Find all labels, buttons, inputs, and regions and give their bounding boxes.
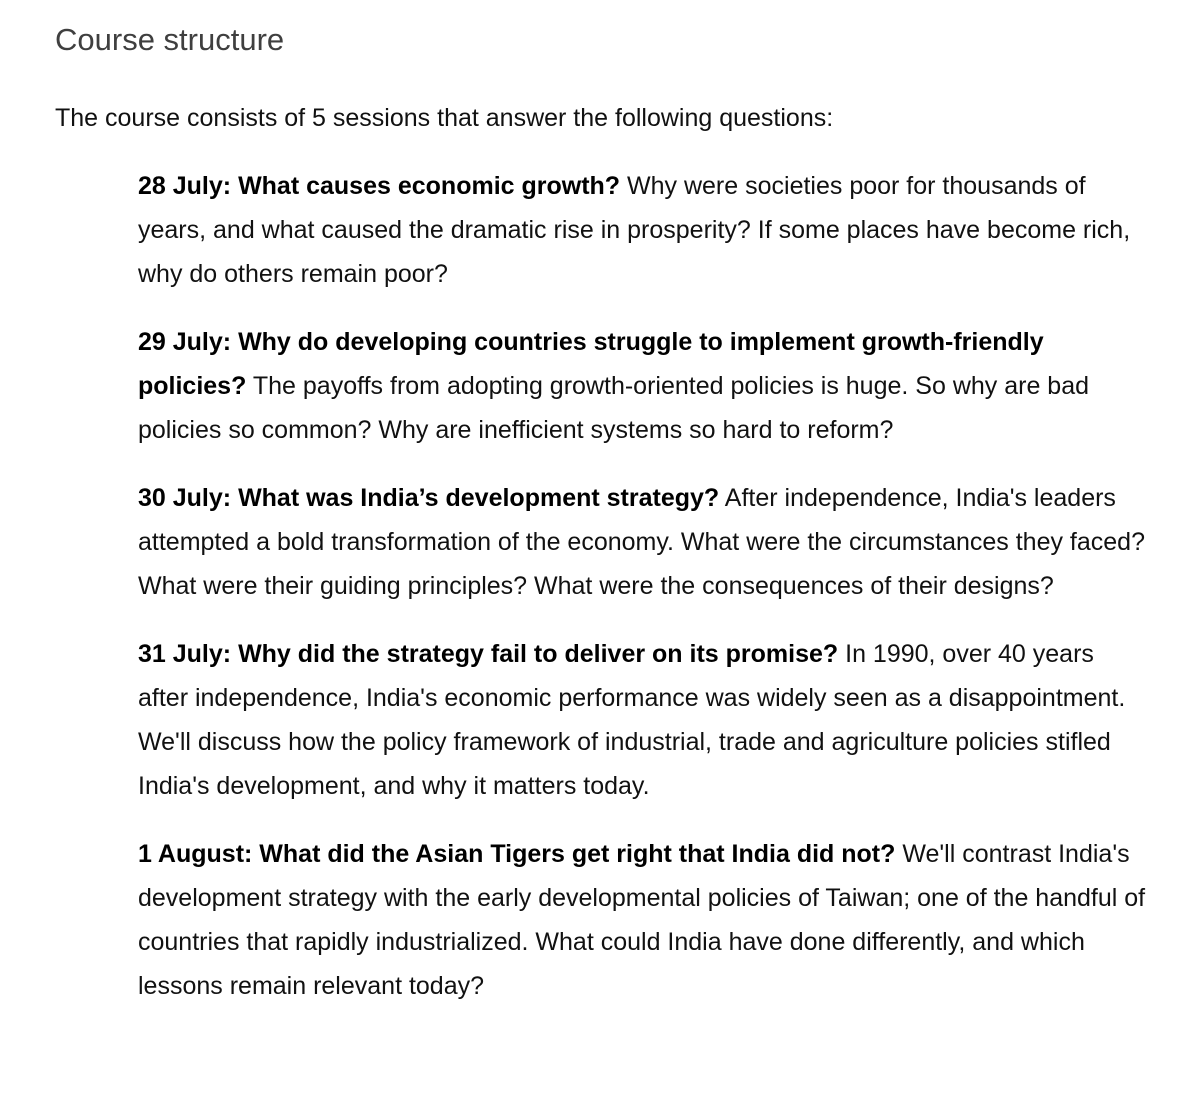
session-question: Why did the strategy fail to deliver on its promise?	[238, 640, 839, 668]
session-description: We'll contrast India's development strategy with the early developmental policies of Taiwan; one of the handful of countries that rapidly industrialized. What could India have done differently, and which lessons remain relevant today?	[138, 840, 1146, 1000]
session-item-28-july	[138, 164, 1148, 296]
session-description: Why were societies poor for thousands of years, and what caused the dramatic rise in prosperity? If some places have become rich, why do others remain poor?	[138, 172, 1131, 288]
section-title: Course structure	[55, 22, 285, 57]
session-item-1-august	[138, 832, 1148, 1008]
session-date: 31 July:	[138, 640, 232, 668]
session-list	[138, 164, 1148, 1032]
session-date: 29 July:	[138, 328, 232, 356]
session-date: 1 August:	[138, 840, 253, 868]
session-item-29-july	[138, 320, 1148, 452]
session-item-31-july	[138, 632, 1148, 808]
session-description: In 1990, over 40 years after independence, India's economic performance was widely seen as a disappointment. We'll discuss how the policy framework of industrial, trade and agriculture policies stifled India's development, and why it matters today.	[138, 640, 1126, 800]
session-description: The payoffs from adopting growth-oriented policies is huge. So why are bad policies so common? Why are inefficient systems so hard to reform?	[138, 372, 1090, 444]
session-date: 30 July:	[138, 484, 232, 512]
session-date: 28 July:	[138, 172, 232, 200]
session-item-30-july	[138, 476, 1148, 608]
session-question: Why do developing countries struggle to implement growth-friendly policies?	[138, 328, 1044, 400]
section-intro: The course consists of 5 sessions that answer the following questions:	[55, 104, 834, 132]
session-question: What causes economic growth?	[238, 172, 621, 200]
session-description: After independence, India's leaders attempted a bold transformation of the economy. What were the circumstances they faced? What were their guiding principles? What were the consequences of their designs?	[138, 484, 1145, 600]
session-question: What was India’s development strategy?	[238, 484, 720, 512]
session-question: What did the Asian Tigers get right that India did not?	[259, 840, 896, 868]
